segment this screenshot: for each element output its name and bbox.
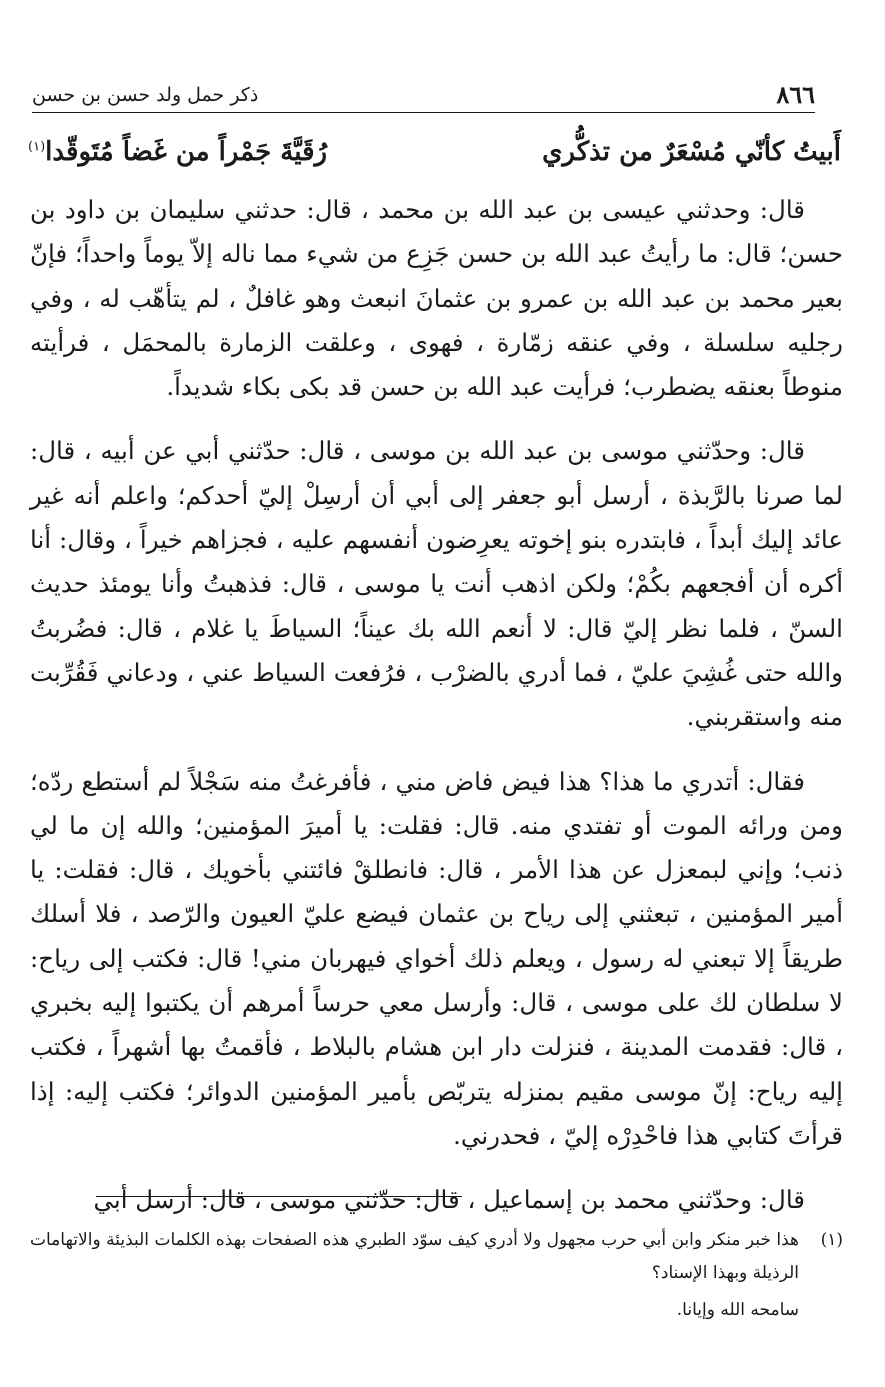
footnote-signature: سامحه الله وإيانا. [676, 1300, 799, 1320]
footnote-item [30, 1224, 843, 1290]
footnote-separator [96, 1196, 462, 1197]
paragraph: فقال: أتدري ما هذا؟ هذا فيض فاض مني ، فأفرغتُ منه سَجْلاً لم أستطع ردّه؛ ومن ورائه الموت أو تفتدي منه. قال: فقلت: يا أميرَ المؤمنين؛ والله إن ما لي ذنب؛ وإني لبمعزل عن هذا الأمر ، قال: فانطلقْ فائتني بأخويك ، قال: فقلت: يا أمير المؤمنين ، تبعثني إلى رياح بن عثمان فيضع عليّ العيون والرّصد ، فلا أسلك طريقاً إلا تبعني له رسول ، ويعلم ذلك أخواي فيهربان مني! قال: فكتب إلى رياح: لا سلطان لك على موسى ، قال: وأرسل معي حرساً أمرهم أن يكتبوا إليه بخبري ، قال: فقدمت المدينة ، فنزلت دار ابن هشام بالبلاط ، فأقمتُ بها أشهراً ، فكتب إليه رياح: إنّ موسى مقيم بمنزله يتربّص بأمير المؤمنين الدوائر؛ فكتب إليه: إذا قرأتَ كتابي هذا فاحْدِرْه إليّ ، فحدرني. [30, 766, 843, 1150]
paragraph: قال: وحدثني عيسى بن عبد الله بن محمد ، قال: حدثني سليمان بن داود بن حسن؛ قال: ما رأيتُ عبد الله بن حسن جَزِع من شيء مما ناله إلاّ يوماً واحداً؛ فإنّ بعير محمد بن عبد الله بن عمرو بن عثمانَ انبعث وهو غافلٌ ، لم يتأهّب له ، وفي رجليه سلسلة ، وفي عنقه زمّارة ، فهوى ، وعلقت الزمارة بالمحمَل ، فرأيته منوطاً بعنقه يضطرب؛ فرأيت عبد الله بن حسن قد بكى بكاء شديداً. [30, 195, 843, 402]
paragraph: قال: وحدّثني محمد بن إسماعيل ، قال: حدّثني موسى ، قال: أرسل أبي [93, 1185, 805, 1215]
running-title: ذكر حمل ولد حسن بن حسن [32, 84, 259, 106]
footnote-number: (١) [820, 1230, 843, 1250]
page-header [32, 78, 815, 113]
body-text [30, 188, 843, 1223]
page-number: ٨٦٦ [776, 80, 815, 109]
footnote-text: هذا خبر منكر وابن أبي حرب مجهول ولا أدري كيف سوّد الطبري هذه الصفحات بهذه الكلمات البذيئة والاتهامات الرذيلة وبهذا الإسناد؟ [30, 1230, 799, 1283]
verse-hemistich-left-wrap [28, 137, 327, 167]
paragraph: قال: وحدّثني موسى بن عبد الله بن موسى ، قال: حدّثني أبي عن أبيه ، قال: لما صرنا بالرَّبذة ، أرسل أبو جعفر إلى أبي أن أرسِلْ إليّ أحدكم؛ واعلم أنه غير عائد إليك أبداً ، فابتدره بنو إخوته يعرِضون أنفسهم عليه ، فجزاهم خيراً ، وقال: أنا أكره أن أفجعهم بكُمْ؛ ولكن اذهب أنت يا موسى ، قال: فذهبتُ وأنا يومئذ حديث السنّ ، فلما نظر إليّ قال: لا أنعم الله بك عيناً؛ السياطَ يا غلام ، قال: فضُربتُ والله حتى غُشِيَ عليّ ، فما أدري بالضرْب ، فرُفعت السياط عني ، ودعاني فَقُرِّبت منه واستقربني. [30, 436, 843, 732]
footnotes [30, 1224, 843, 1327]
verse-hemistich-right: أَبيتُ كأنّي مُسْعَرٌ من تذكُّري [542, 137, 841, 167]
verse-hemistich-left: رُقَيَّةَ جَمْراً من غَضاً مُتَوقّدا [45, 137, 328, 167]
poetry-verse [28, 126, 841, 178]
footnote-marker: (١) [28, 139, 46, 155]
